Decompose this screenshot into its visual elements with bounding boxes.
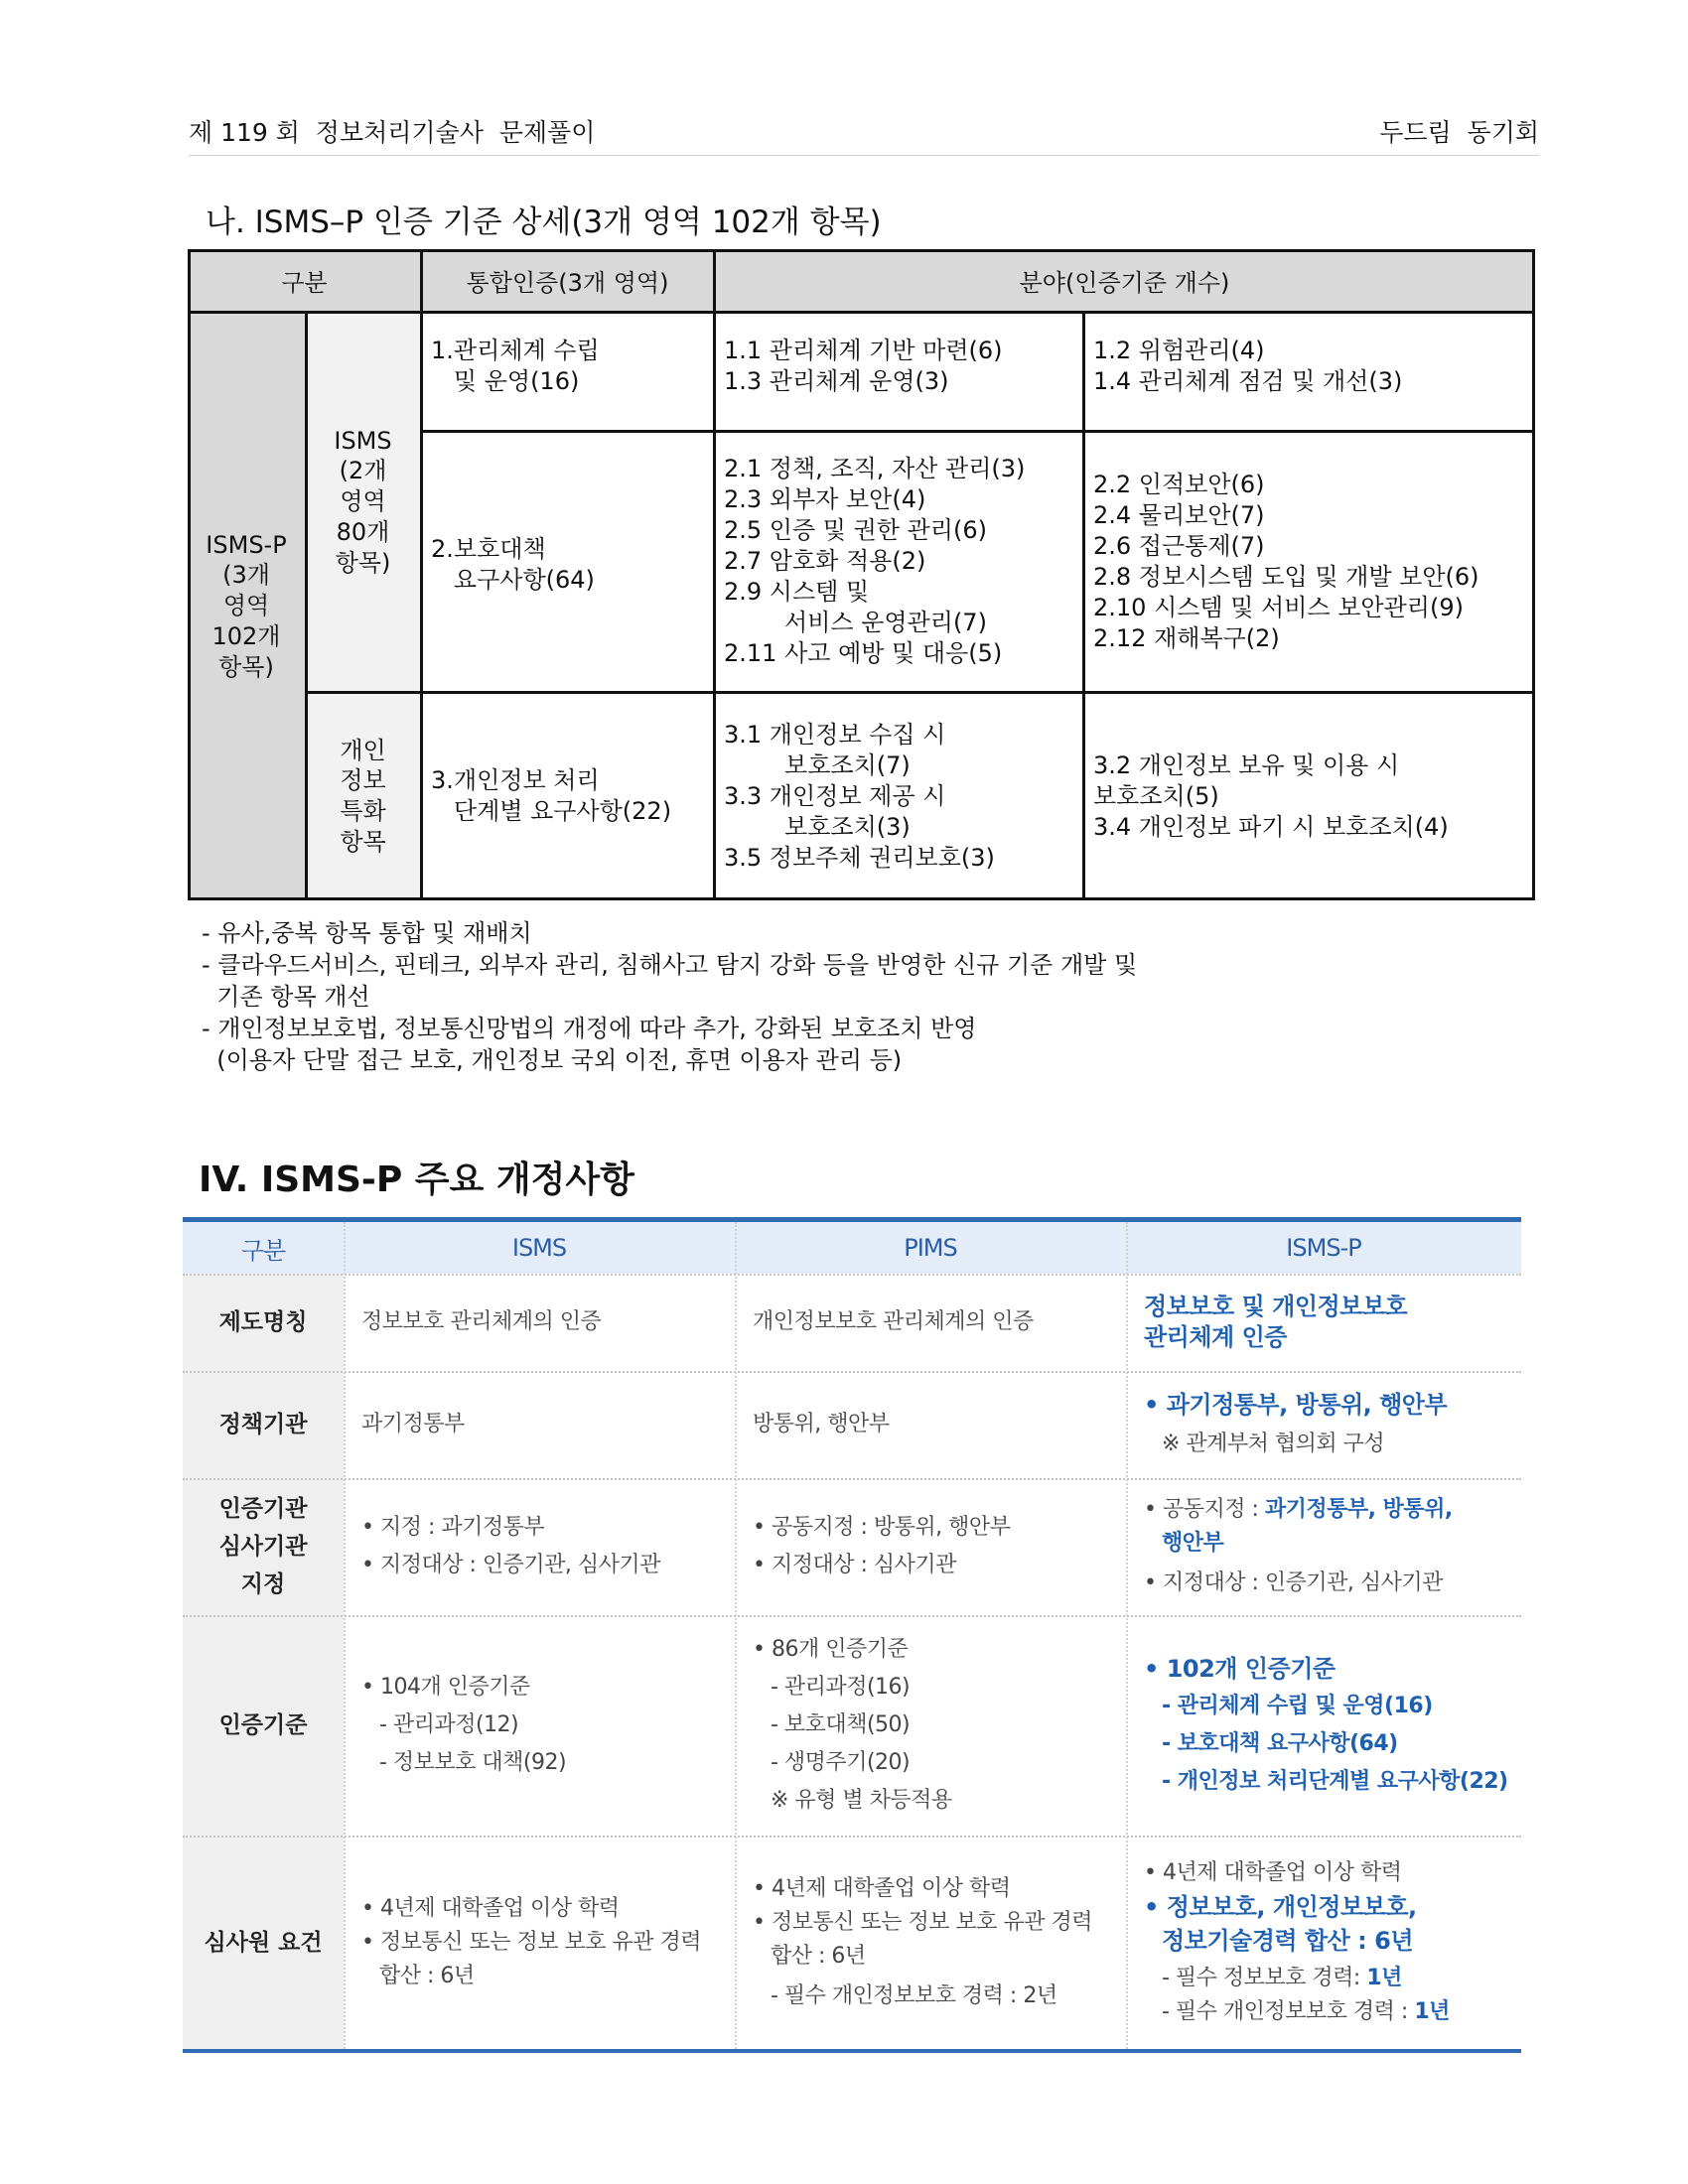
col-divider [344, 1222, 346, 2049]
col-divider [1126, 1222, 1128, 2049]
isms-agency: 과기정통부 [361, 1412, 465, 1436]
note-line: - 개인정보보호법, 정보통신망법의 개정에 따라 추가, 강화된 보호조치 반영 [202, 1015, 977, 1042]
section-4-title: IV. ISMS-P 주요 개정사항 [199, 1160, 634, 1200]
row-label-agency: 정책기관 [183, 1371, 344, 1478]
ismsp-criteria: • 102개 인증기준 - 관리체계 수립 및 운영(16) - 보호대책 요구사항(64) - 개인정보 처리단계별 요구사항(22) [1144, 1655, 1508, 1794]
note-line: (이용자 단말 접근 보호, 개인정보 국외 이전, 휴면 이용자 관리 등) [202, 1046, 903, 1074]
table-border [713, 249, 716, 900]
pims-label: 개인 정보 특화 항목 [305, 692, 421, 900]
header-gubun: 구분 [188, 249, 421, 312]
table-border [305, 311, 308, 900]
table-border [188, 311, 1535, 314]
area-3: 3.개인정보 처리 단계별 요구사항(22) [431, 766, 672, 825]
table-border [188, 249, 191, 900]
row-divider [183, 1274, 1521, 1276]
isms-criteria: • 104개 인증기준 - 관리과정(12) - 정보보호 대책(92) [361, 1675, 567, 1775]
note-line: 기존 항목 개선 [202, 983, 370, 1011]
row-divider [183, 1836, 1521, 1838]
area-2: 2.보호대책 요구사항(64) [431, 534, 595, 594]
row-label-auditor: 심사원 요건 [183, 1836, 344, 2049]
row-label-name: 제도명칭 [183, 1274, 344, 1371]
pims-designation: • 공동지정 : 방통위, 행안부 • 지정대상 : 심사기관 [753, 1515, 1011, 1577]
ismsp-auditor: • 4년제 대학졸업 이상 학력 • 정보보호, 개인정보보호, 정보기술경력 합산 : 6년 - 필수 정보보호 경력: 1년 - 필수 개인정보보호 경력 : 1년 [1144, 1859, 1450, 2024]
field-2-left: 2.1 정책, 조직, 자산 관리(3) 2.3 외부자 보안(4) 2.5 인증 및 권한 관리(6) 2.7 암호화 적용(2) 2.9 시스템 및 서비스 운영관리(7) 2.11 사고 예방 및 대응(5) [724, 455, 1026, 667]
ismsp-designation: • 공동지정 : 과기정통부, 방통위, 행안부 • 지정대상 : 인증기관, 심사기관 [1144, 1497, 1453, 1595]
field-1-left: 1.1 관리체계 기반 마련(6) 1.3 관리체계 운영(3) [724, 337, 1003, 395]
row-divider [183, 1371, 1521, 1373]
ismsp-agency: • 과기정통부, 방통위, 행안부 ※ 관계부처 협의회 구성 [1144, 1391, 1448, 1456]
notes-list [202, 917, 1137, 1076]
row-label-designation: 인증기관 심사기관 지정 [183, 1478, 344, 1615]
section-title: 나. ISMS–P 인증 기준 상세(3개 영역 102개 항목) [206, 205, 882, 240]
pims-auditor: • 4년제 대학졸업 이상 학력 • 정보통신 또는 정보 보호 유관 경력 합산 : 6년 - 필수 개인정보보호 경력 : 2년 [753, 1875, 1092, 2008]
row-divider [183, 1615, 1521, 1617]
table-border [305, 691, 1535, 694]
table-border [421, 430, 1535, 433]
pims-name: 개인정보보호 관리체계의 인증 [753, 1309, 1034, 1334]
col-header-ismsp: ISMS-P [1126, 1222, 1521, 1274]
col-header-pims: PIMS [735, 1222, 1126, 1274]
table-border [1532, 249, 1535, 900]
page-header [189, 109, 1539, 156]
field-1-right: 1.2 위험관리(4) 1.4 관리체계 점검 및 개선(3) [1093, 337, 1403, 395]
header-title: 제 119 회 정보처리기술사 문제풀이 [189, 118, 596, 147]
pims-agency: 방통위, 행안부 [753, 1412, 890, 1436]
col-divider [735, 1222, 737, 2049]
certification-criteria-table [188, 249, 1535, 900]
area-1: 1.관리체계 수립 및 운영(16) [431, 337, 600, 395]
field-2-right: 2.2 인적보안(6) 2.4 물리보안(7) 2.6 접근통제(7) 2.8 정보시스템 도입 및 개발 보안(6) 2.10 시스템 및 서비스 보안관리(9) 2.12 재해복구(2) [1093, 470, 1479, 652]
header-area: 통합인증(3개 영역) [421, 249, 714, 312]
revision-comparison-table [183, 1217, 1521, 2053]
isms-label: ISMS (2개 영역 80개 항목) [305, 312, 421, 692]
table-border [188, 897, 1535, 900]
table-border [188, 249, 1535, 252]
isms-name: 정보보호 관리체계의 인증 [361, 1309, 602, 1334]
isms-auditor: • 4년제 대학졸업 이상 학력 • 정보통신 또는 정보 보호 유관 경력 합산 : 6년 [361, 1895, 701, 1988]
note-line: - 유사,중복 항목 통합 및 재배치 [202, 919, 532, 947]
col-header-isms: ISMS [344, 1222, 735, 1274]
field-3-left: 3.1 개인정보 수집 시 보호조치(7) 3.3 개인정보 제공 시 보호조치(3) 3.5 정보주체 권리보호(3) [724, 720, 995, 872]
col-header-gubun: 구분 [183, 1222, 344, 1274]
note-line: - 클라우드서비스, 핀테크, 외부자 관리, 침해사고 탐지 강화 등을 반영한 신규 기준 개발 및 [202, 951, 1138, 979]
ismsp-name: 정보보호 및 개인정보보호 관리체계 인증 [1144, 1293, 1408, 1351]
field-3-right: 3.2 개인정보 보유 및 이용 시 보호조치(5) 3.4 개인정보 파기 시 보호조치(4) [1093, 751, 1449, 841]
table-bottom-rule [183, 2049, 1521, 2053]
table-border [1082, 311, 1085, 900]
row-label-criteria: 인증기준 [183, 1615, 344, 1836]
header-author: 두드림 동기회 [1379, 118, 1539, 147]
header-field: 분야(인증기준 개수) [714, 249, 1535, 312]
pims-criteria: • 86개 인증기준 - 관리과정(16) - 보호대책(50) - 생명주기(20) ※ 유형 별 차등적용 [753, 1637, 952, 1813]
table-border [420, 249, 423, 900]
row-divider [183, 1478, 1521, 1480]
isms-designation: • 지정 : 과기정통부 • 지정대상 : 인증기관, 심사기관 [361, 1515, 660, 1577]
ismsp-label: ISMS-P (3개 영역 102개 항목) [188, 312, 305, 900]
